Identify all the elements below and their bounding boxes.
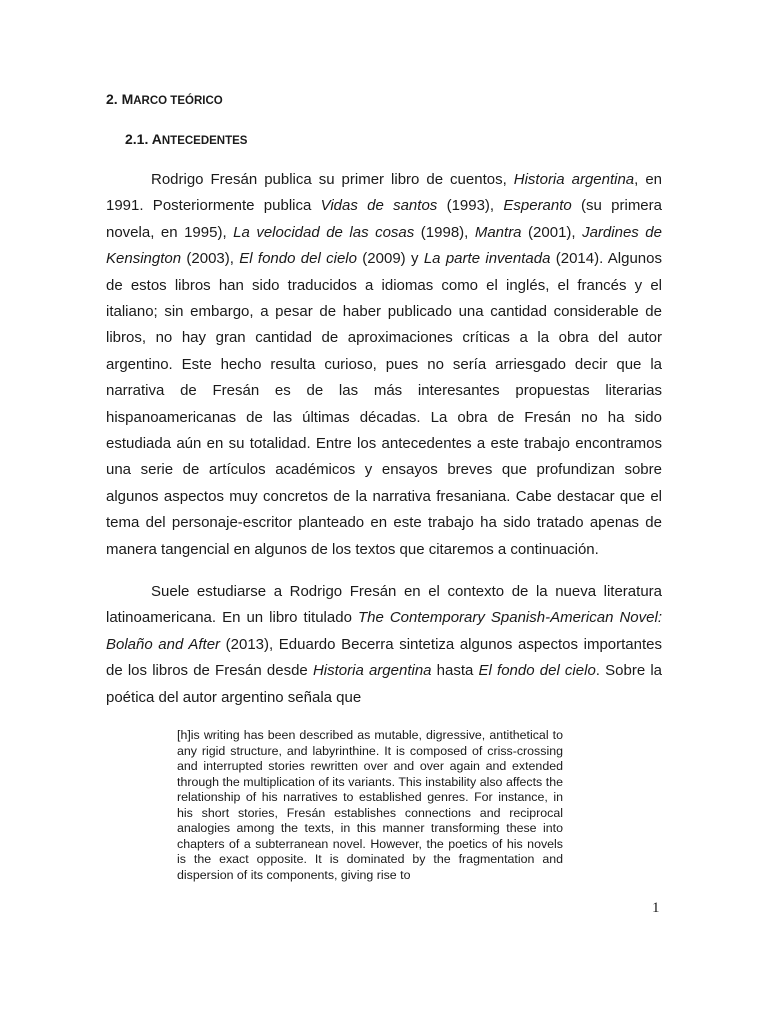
p1-run: (2003), <box>181 250 240 268</box>
p1-run-italic: El fondo del cielo <box>239 250 357 268</box>
subsection-title-rest: NTECEDENTES <box>161 135 248 147</box>
p2-run: hasta <box>431 662 479 680</box>
p1-run-italic: Historia argentina <box>513 171 635 188</box>
subsection-heading <box>125 131 247 147</box>
body-paragraph-1 <box>106 167 662 563</box>
p1-run-italic: Vidas de santos <box>320 197 438 215</box>
p1-run-italic: La parte inventada <box>423 250 551 268</box>
section-title-initial: M <box>121 91 134 107</box>
p1-run-italic: Esperanto <box>503 197 572 215</box>
p1-run: Rodrigo Fresán publica su primer libro de cuentos, <box>151 171 514 188</box>
p2-run: Suele estudiarse a Rodrigo Fresán en el contexto de la nueva literatura latinoamericana. En un libro titulado <box>106 583 662 627</box>
p2-run: (2013), Eduardo Becerra sintetiza algunos aspectos importantes de los libros de Fresán desde <box>106 635 662 680</box>
section-number: 2. <box>106 91 118 107</box>
page-number: 1 <box>652 900 660 916</box>
p2-run-italic: Historia argentina <box>312 662 432 680</box>
p2-run-italic: El fondo del cielo <box>478 662 596 680</box>
p2-run: . Sobre la poética del autor argentino señala que <box>106 662 662 706</box>
p1-run-italic: Jardines de Kensington <box>106 223 662 268</box>
p1-run-italic: La velocidad de las cosas <box>233 223 415 241</box>
subsection-number: 2.1. <box>125 131 149 147</box>
p2-run-italic: The Contemporary Spanish-American Novel: Bolaño and After <box>106 609 662 653</box>
block-quote: [h]is writing has been described as mutable, digressive, antithetical to any rigid structure, and labyrinthine. It is composed of criss-crossing and interrupted stories rewritten over and over again and extended through the multiplication of its variants. This instability also affects the relationship of his narratives to established genres. For instance, in his short stories, Fresán establishes connections and reciprocal analogies among the texts, in this manner transforming these into chapters of a subterranean novel. However, the poetics of his novels is the exact opposite. It is dominated by the fragmentation and dispersion of its components, giving rise to <box>177 728 563 882</box>
p1-run: (2014). Algunos de estos libros han sido traducidos a idiomas como el inglés, el francés y el italiano; sin embargo, a pesar de haber publicado una cantidad considerable de libros, no hay gran cantidad de aproximaciones críticas a la obra del autor argentino. Este hecho resulta curioso, pues no sería arriesgado decir que la narrativa de Fresán es de las más interesantes propuestas literarias hispanoamericanas de las últimas décadas. La obra de Fresán no ha sido estudiada aún en su totalidad. Entre los antecedentes a este trabajo encontramos una serie de artículos académicos y ensayos breves que profundizan sobre algunos aspectos muy concretos de la narrativa fresaniana. Cabe destacar que el tema del personaje-escritor planteado en este trabajo ha sido tratado apenas de manera tangencial en algunos de los textos que citaremos a continuación. <box>106 250 662 558</box>
body-paragraph-2 <box>106 579 662 711</box>
subsection-title-initial: A <box>151 131 162 147</box>
p1-run: (2001), <box>521 223 583 241</box>
p1-run: , en 1991. Posteriormente publica <box>106 171 662 215</box>
p1-run-italic: Mantra <box>474 223 522 241</box>
p1-run: (su primera novela, en 1995), <box>106 197 662 241</box>
section-heading <box>106 91 223 107</box>
p1-run: (2009) y <box>356 250 424 268</box>
p1-run: (1993), <box>437 197 504 215</box>
section-title-rest: ARCO TEÓRICO <box>133 95 223 107</box>
p1-run: (1998), <box>414 223 475 241</box>
